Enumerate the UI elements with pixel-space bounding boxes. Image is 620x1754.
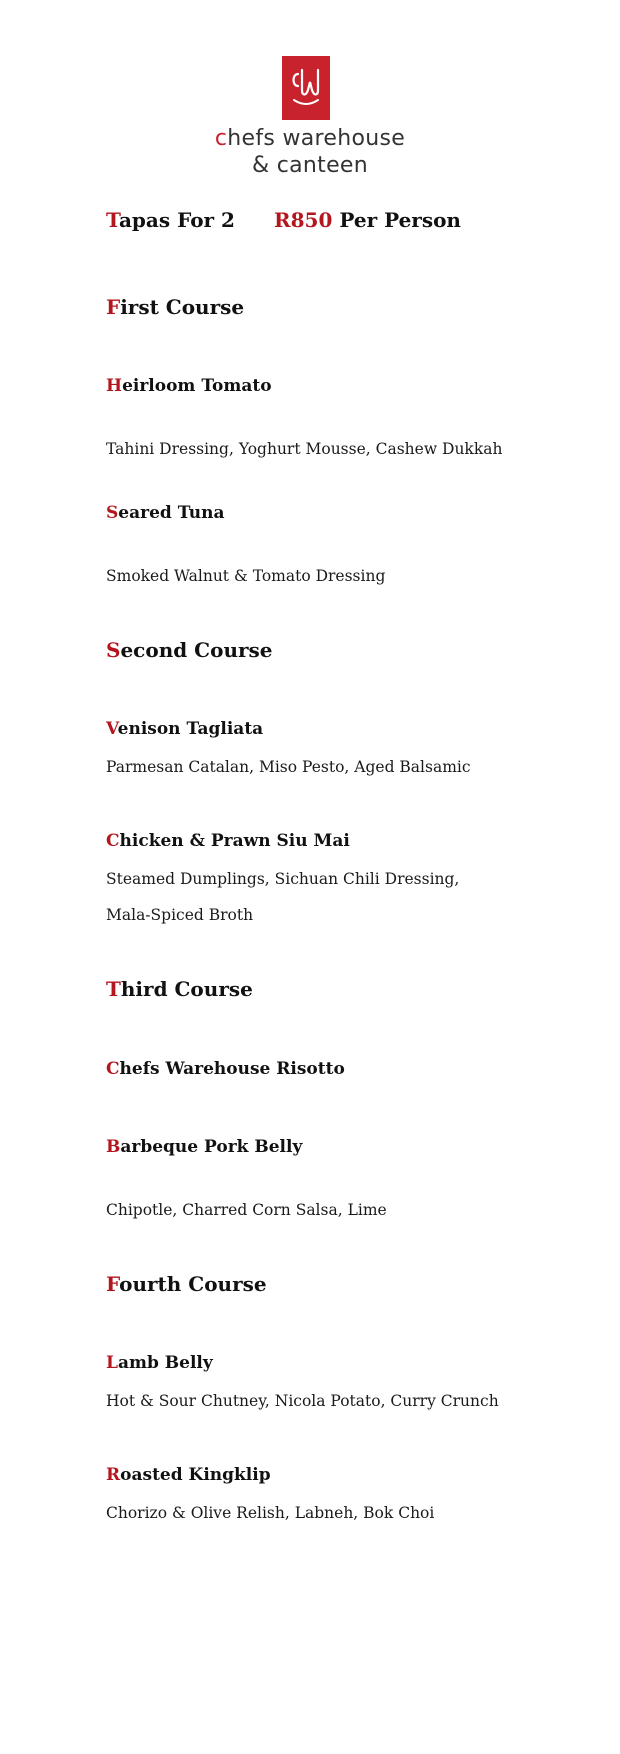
dish-name-rest: eirloom Tomato [122, 376, 272, 396]
dish-name [106, 376, 272, 396]
dish-initial: V [106, 719, 118, 739]
dish-name-rest: hicken & Prawn Siu Mai [119, 831, 350, 851]
dish-name-rest: arbeque Pork Belly [120, 1137, 303, 1157]
dish-name [106, 1059, 345, 1079]
dish-name-rest: eared Tuna [118, 503, 225, 523]
course-heading [106, 977, 253, 1001]
menu-price [274, 208, 461, 232]
dish-name [106, 1353, 213, 1373]
dish-description: Hot & Sour Chutney, Nicola Potato, Curry Crunch [106, 1392, 499, 1410]
course-initial: S [106, 638, 121, 662]
course-initial: F [106, 1272, 120, 1296]
title-initial: T [106, 208, 119, 232]
dish-description: Parmesan Catalan, Miso Pesto, Aged Balsamic [106, 758, 471, 776]
brand-name [0, 126, 620, 151]
dish-initial: R [106, 1465, 121, 1485]
course-heading-rest: ourth Course [119, 1272, 267, 1296]
dish-name [106, 1137, 302, 1157]
price-suffix: Per Person [339, 208, 461, 232]
dish-initial: S [106, 503, 119, 523]
course-initial: F [106, 295, 121, 319]
dish-initial: B [106, 1137, 121, 1157]
dish-name-rest: enison Tagliata [117, 719, 264, 739]
dish-name [106, 719, 263, 739]
dish-name-rest: oasted Kingklip [120, 1465, 271, 1485]
menu-title [106, 208, 235, 232]
course-heading-rest: econd Course [120, 638, 273, 662]
brand-subtitle: & canteen [251, 153, 368, 178]
dish-name-rest: amb Belly [117, 1353, 213, 1373]
cw-monogram-icon [282, 56, 330, 120]
dish-initial: C [106, 831, 120, 851]
dish-initial: L [106, 1353, 118, 1373]
dish-name [106, 1465, 271, 1485]
dish-description: Smoked Walnut & Tomato Dressing [106, 567, 386, 585]
course-heading [106, 1272, 267, 1296]
dish-name [106, 503, 225, 523]
dish-description: Tahini Dressing, Yoghurt Mousse, Cashew Dukkah [106, 440, 503, 458]
dish-description: Chipotle, Charred Corn Salsa, Lime [106, 1201, 387, 1219]
dish-description-line2: Mala-Spiced Broth [106, 906, 254, 924]
dish-description: Steamed Dumplings, Sichuan Chili Dressing, [106, 870, 460, 888]
dish-name-rest: hefs Warehouse Risotto [119, 1059, 345, 1079]
course-heading [106, 638, 273, 662]
course-heading-rest: hird Course [120, 977, 253, 1001]
course-initial: T [106, 977, 121, 1001]
title-rest: apas For 2 [118, 208, 235, 232]
dish-initial: H [106, 376, 123, 396]
dish-initial: C [106, 1059, 120, 1079]
dish-description: Chorizo & Olive Relish, Labneh, Bok Choi [106, 1504, 435, 1522]
brand-name-rest: hefs warehouse [227, 126, 406, 151]
course-heading-rest: irst Course [120, 295, 245, 319]
course-heading [106, 295, 244, 319]
brand-initial: c [214, 126, 228, 151]
dish-name [106, 831, 350, 851]
price-value: R850 [274, 208, 333, 232]
